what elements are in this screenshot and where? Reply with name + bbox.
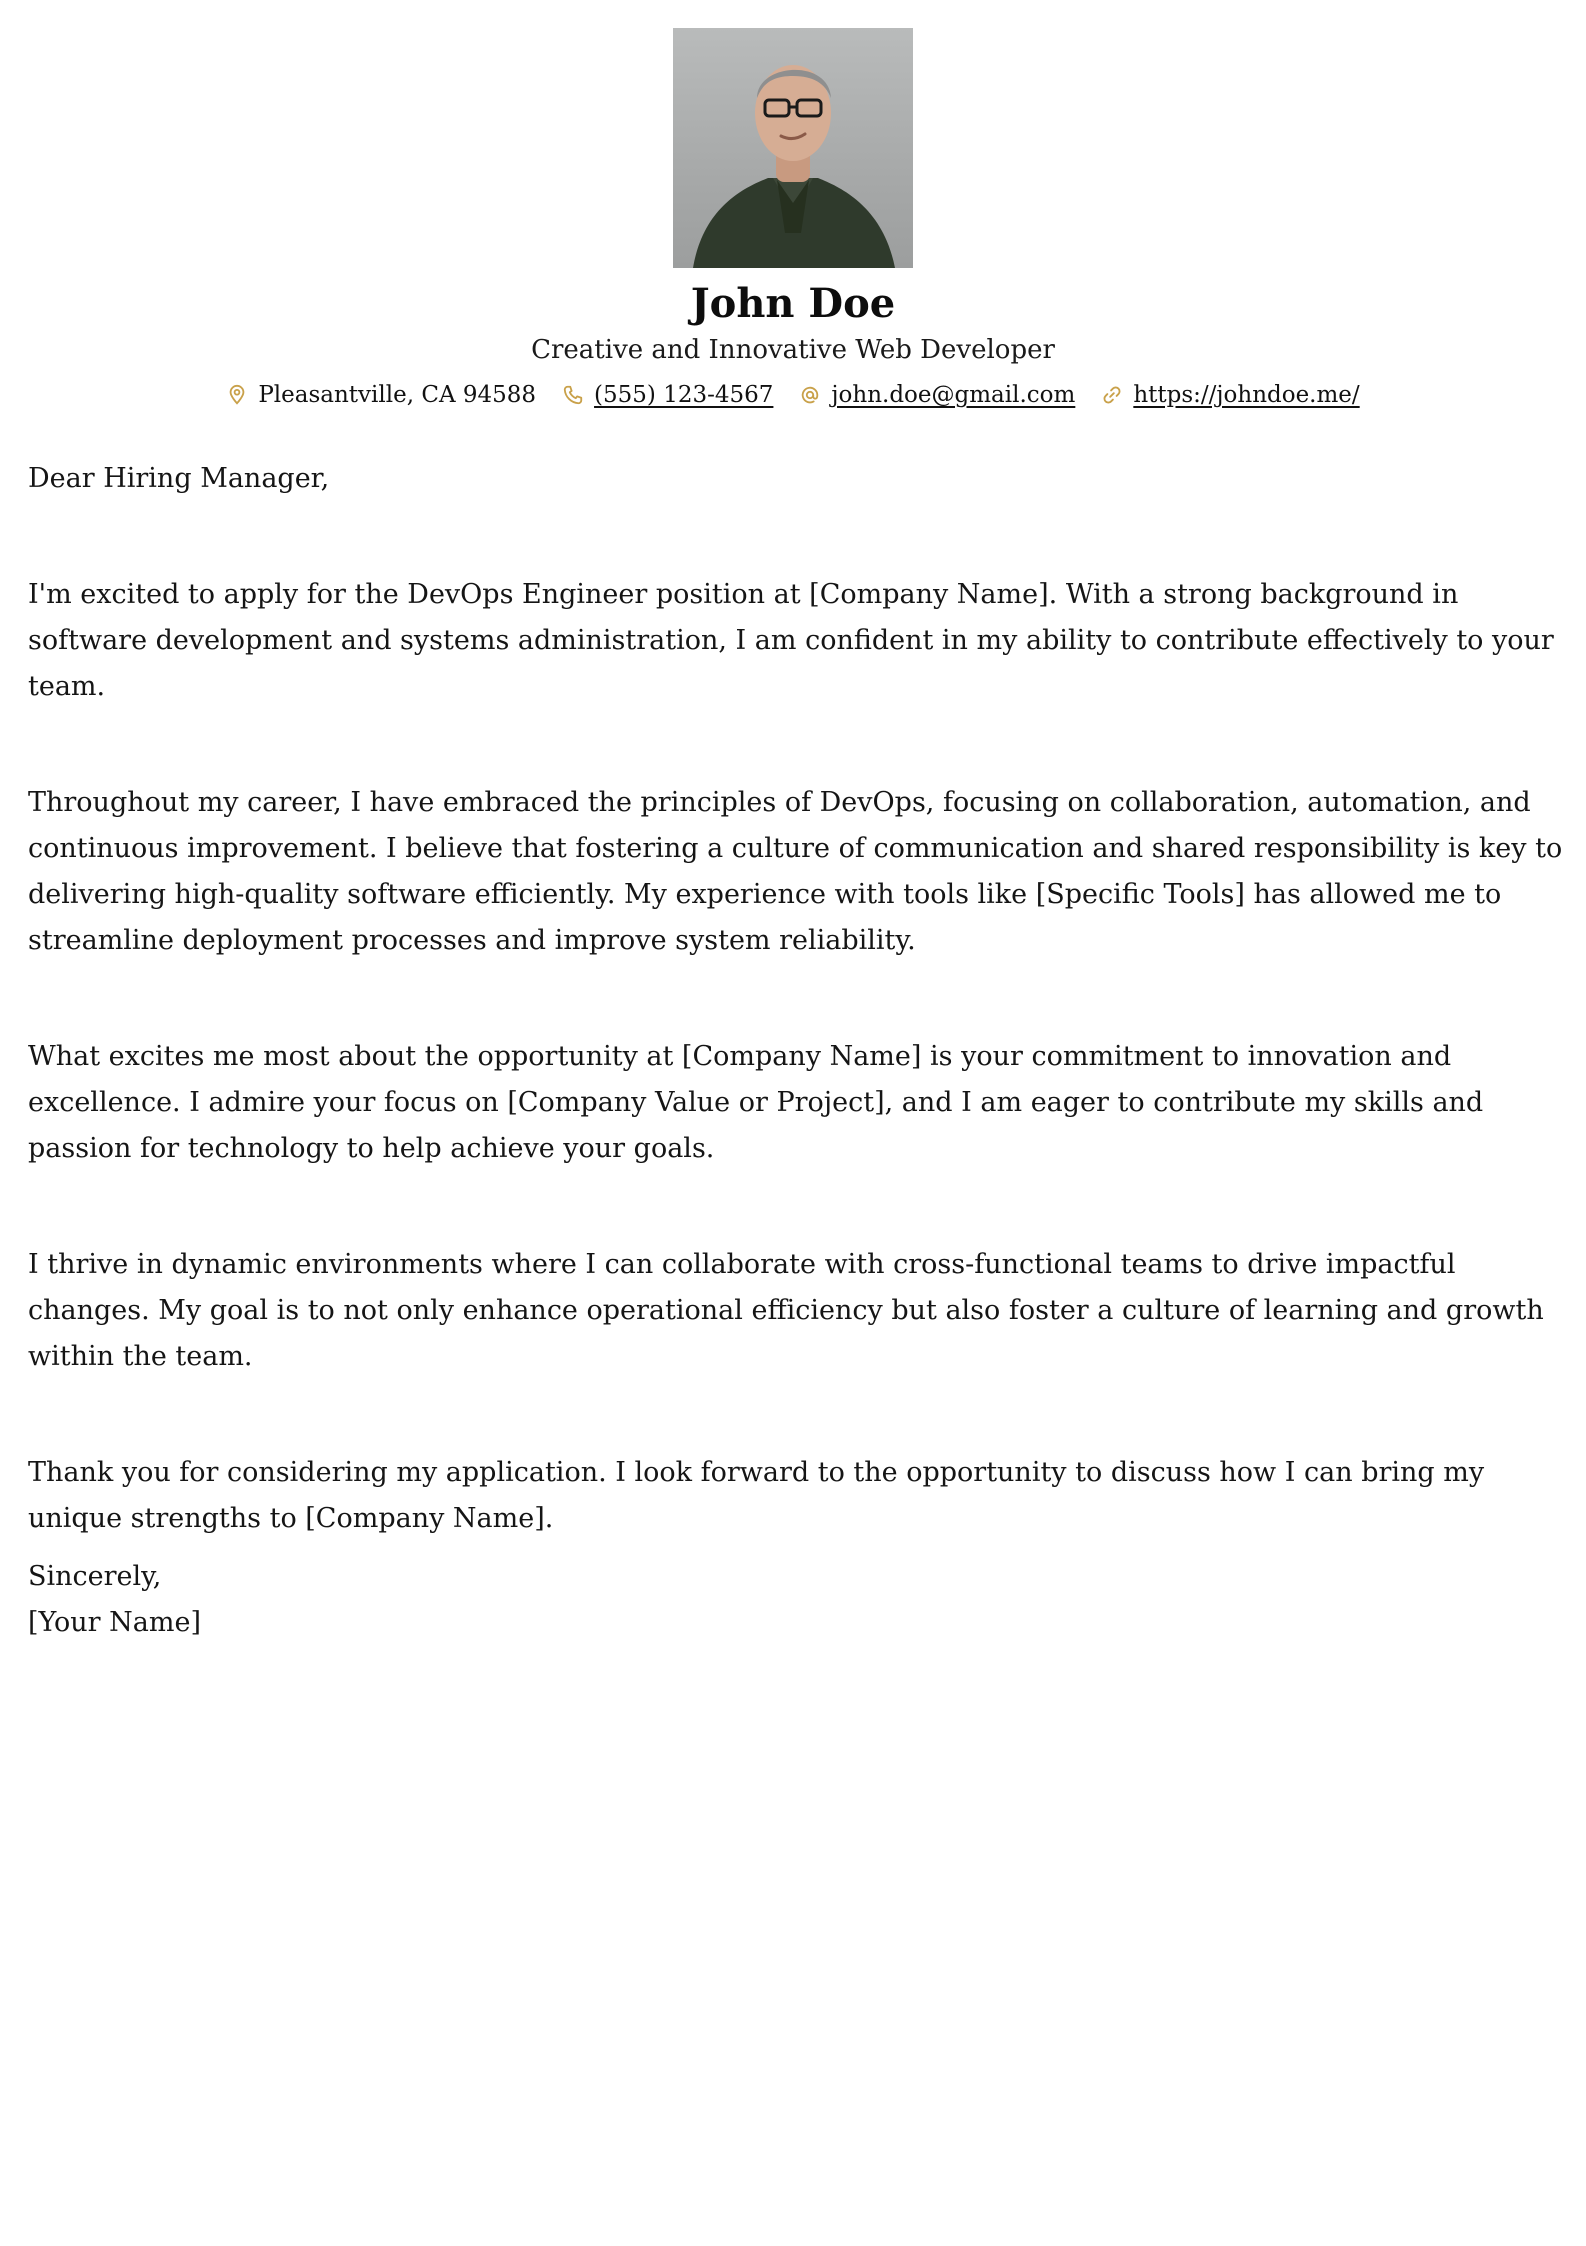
map-pin-icon (226, 384, 248, 406)
letter-greeting: Dear Hiring Manager, (28, 463, 330, 494)
at-sign-icon (799, 384, 821, 406)
letter-signature: [Your Name] (28, 1607, 201, 1638)
contact-email (799, 380, 1075, 410)
candidate-name: John Doe (690, 280, 896, 327)
profile-photo-illustration (673, 28, 913, 268)
contact-website (1101, 380, 1359, 410)
letter-paragraph: I thrive in dynamic environments where I can collaborate with cross-functional teams to drive impactful changes. My goal is to not only enhance operational efficiency but also foster a culture of learning and growth within the team. (28, 1249, 1544, 1372)
candidate-headline: Creative and Innovative Web Developer (531, 335, 1055, 365)
email-link[interactable]: john.doe@gmail.com (831, 382, 1076, 408)
phone-link[interactable]: (555) 123-4567 (594, 382, 774, 408)
contact-phone (562, 380, 773, 410)
link-icon (1101, 384, 1123, 406)
contact-location (226, 380, 536, 410)
website-link[interactable]: https://johndoe.me/ (1133, 382, 1360, 408)
contact-info-row (0, 380, 1586, 410)
letter-paragraph: I'm excited to apply for the DevOps Engineer position at [Company Name]. With a strong background in software development and systems administration, I am confident in my ability to contribute effectively to your team. (28, 579, 1554, 702)
letter-closing: Sincerely, (28, 1561, 162, 1592)
letter-paragraph: Thank you for considering my application. I look forward to the opportunity to discuss how I can bring my unique strengths to [Company Name]. (28, 1457, 1485, 1534)
profile-photo (673, 28, 913, 268)
letter-header (0, 28, 1586, 410)
letter-paragraph: What excites me most about the opportunity at [Company Name] is your commitment to innovation and excellence. I admire your focus on [Company Value or Project], and I am eager to contribute my skills and passion for technology to help achieve your goals. (28, 1041, 1484, 1164)
location-text: Pleasantville, CA 94588 (258, 382, 537, 408)
phone-icon (562, 384, 584, 406)
letter-paragraph: Throughout my career, I have embraced the principles of DevOps, focusing on collaboration, automation, and continuous improvement. I believe that fostering a culture of communication and shared responsibility is key to delivering high-quality software efficiently. My experience with tools like [Specific Tools] has allowed me to streamline deployment processes and improve system reliability. (28, 787, 1563, 956)
letter-body (28, 456, 1568, 1646)
